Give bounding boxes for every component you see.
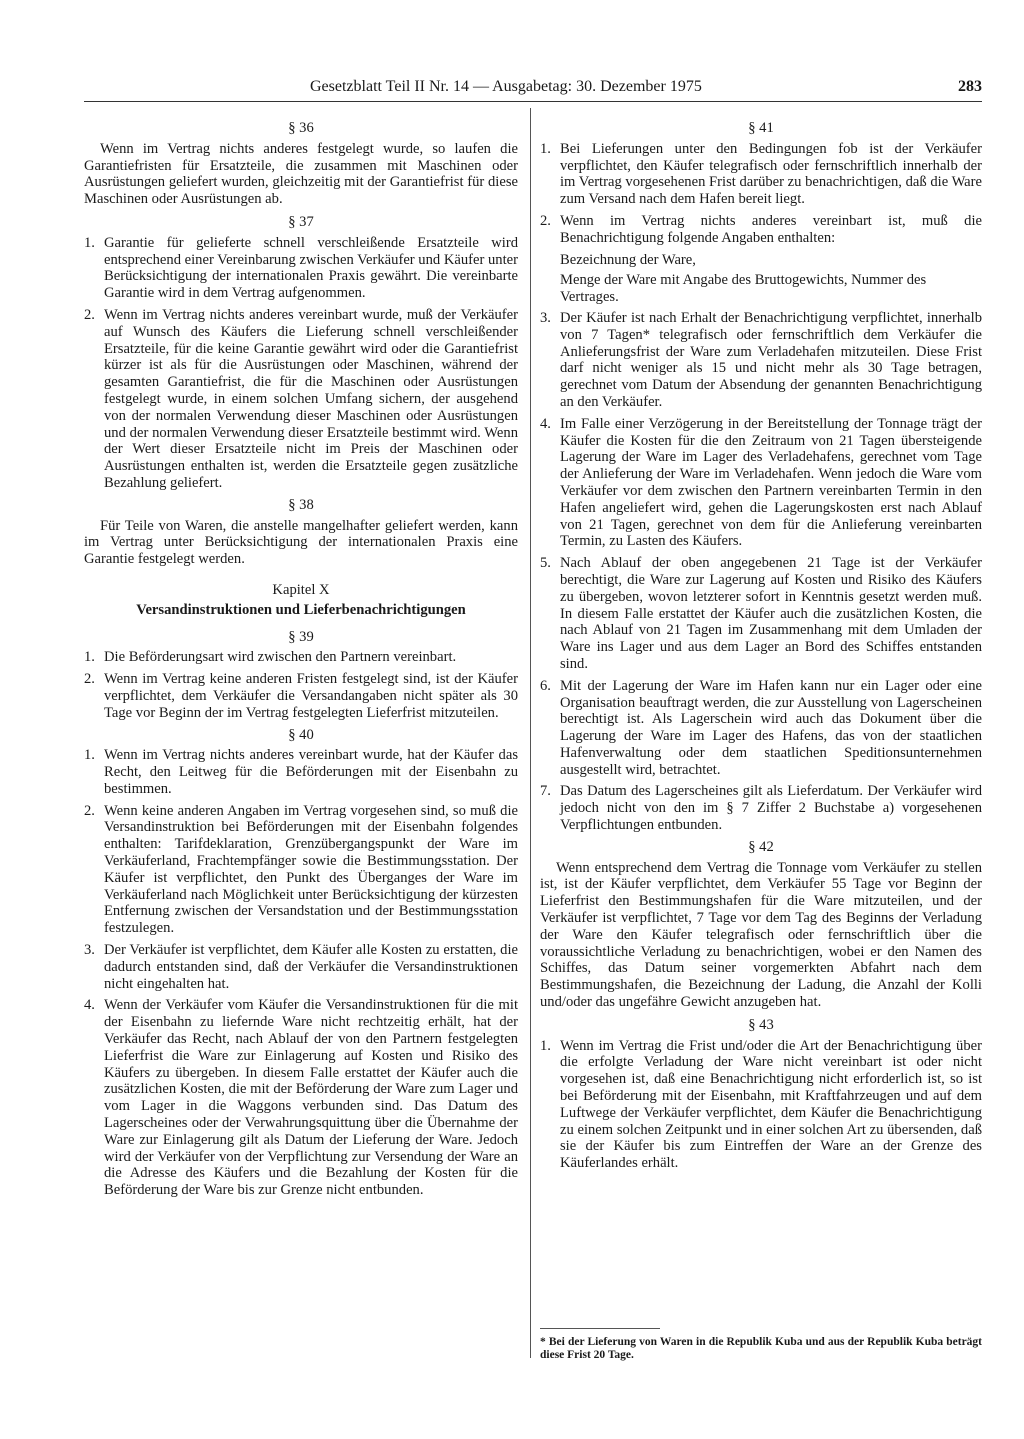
item-number: 2. xyxy=(84,671,95,688)
item-text: Im Falle einer Verzögerung in der Bereitstellung der Tonnage trägt der Käufer die Kosten für die den Zeitraum von 21 Tagen übersteigende Lagerung der Ware im Lager des Verladehafens, gerechnet vom Tage der Anlieferung der Ware im Verladehafen. Wenn jedoch die Ware vom Verkäufer vor dem zwischen den Partnern vereinbarten Termin in den Hafen angeliefert wird, gehen die Lagerungskosten erst nach Ablauf von 21 Tagen, gerechnet von dem für die Anlieferung vereinbarten Termin, zu Lasten des Käufers. xyxy=(560,415,982,550)
section-36-text: Wenn im Vertrag nichts anderes festgelegt wurde, so laufen die Garantiefristen für Ersatzteile, die zusammen mit Maschinen oder Ausrüstungen geliefert wurden, gleichzeitig mit der Garantiefrist für diese Maschinen oder Ausrüstungen ab. xyxy=(84,140,518,208)
chapter-title: Kapitel X xyxy=(272,581,330,598)
section-heading-39: § 39 xyxy=(288,628,314,645)
section-heading-40: § 40 xyxy=(288,726,314,743)
item-number: 4. xyxy=(84,997,95,1014)
section-heading-43: § 43 xyxy=(748,1016,774,1033)
list-item xyxy=(540,141,982,208)
item-number: 2. xyxy=(540,212,551,229)
list-item xyxy=(84,235,518,302)
item-number: 4. xyxy=(540,415,551,432)
footnote-rule xyxy=(540,1328,660,1329)
footnote: * Bei der Lieferung von Waren in die Republik Kuba und aus der Republik Kuba beträgt diese Frist 20 Tage. xyxy=(540,1336,982,1361)
item-number: 2. xyxy=(84,306,95,323)
section-38-text: Für Teile von Waren, die anstelle mangelhafter geliefert werden, kann im Vertrag unter Berücksichtigung der internationalen Praxis eine Garantie festgelegt werden. xyxy=(84,517,518,568)
list-item xyxy=(540,783,982,833)
list-item xyxy=(540,678,982,779)
page-number: 283 xyxy=(958,78,982,95)
list-item xyxy=(84,307,518,492)
list-item xyxy=(84,747,518,797)
list-item xyxy=(84,671,518,721)
section-heading-38: § 38 xyxy=(288,496,314,513)
item-number: 3. xyxy=(540,309,551,326)
list-item xyxy=(540,1038,982,1172)
item-text: Die Beförderungsart wird zwischen den Partnern vereinbart. xyxy=(104,649,457,666)
item-number: 5. xyxy=(540,555,551,572)
header-title: Gesetzblatt Teil II Nr. 14 — Ausgabetag: 30. Dezember 1975 xyxy=(310,78,702,95)
item-text: Der Käufer ist nach Erhalt der Benachrichtigung verpflichtet, innerhalb von 7 Tagen* telegrafisch oder fernschriftlich dem Verkäufer die Anlieferungsfrist der Ware zum Verladehafen mitzuteilen. Diese Frist darf nicht weniger als 15 und nicht mehr als 30 Tage betragen, gerechnet vom Datum der Absendung der genannten Benachrichtigung an den Verkäufer. xyxy=(560,309,982,410)
list-item xyxy=(84,942,518,992)
item-number: 1. xyxy=(84,747,95,764)
item-text: Das Datum des Lagerscheines gilt als Lieferdatum. Der Verkäufer wird jedoch nicht von den im § 7 Ziffer 2 Buchstabe a) vorgesehenen Verpflichtungen entbunden. xyxy=(560,783,982,834)
notification-line-1: Bezeichnung der Ware, xyxy=(560,251,696,268)
section-heading-41: § 41 xyxy=(748,120,774,136)
list-item xyxy=(540,310,982,411)
item-number: 6. xyxy=(540,677,551,694)
item-number: 1. xyxy=(84,234,95,251)
item-text: Garantie für gelieferte schnell verschleißende Ersatzteile wird entsprechend einer Vereinbarung zwischen Verkäufer und Käufer unter Berücksichtigung der internationalen Praxis gewährt. Die vereinbarte Garantie wird in dem Vertrag aufgenommen. xyxy=(104,234,518,302)
list-item xyxy=(540,555,982,673)
list-item xyxy=(84,649,518,666)
section-42-text: Wenn entsprechend dem Vertrag die Tonnage vom Verkäufer zu stellen ist, ist der Käufer verpflichtet, dem Verkäufer 55 Tage vor Beginn der Lieferfrist den Bestimmungshafen für die Ware mitzuteilen, und der Verkäufer ist verpflichtet, 7 Tage vor dem Tag des Beginns der Verladung der Ware den Käufer telegrafisch oder fernschriftlich über die voraussichtliche Verladung zu benachrichtigen, wobei er den Namen des Schiffes, das Datum seiner vorgemerkten Abfahrt nach dem Bestimmungshafen, die Bezeichnung der Ladung, die Anzahl der Kolli und/oder das ungefähre Gewicht anzugeben hat. xyxy=(540,859,982,1011)
section-heading-36: § 36 xyxy=(288,120,314,136)
item-text: Wenn im Vertrag keine anderen Fristen festgelegt sind, ist der Käufer verpflichtet, dem Verkäufer die Versandangaben nicht später als 30 Tage vor Beginn der im Vertrag festgelegten Lieferfrist mitzuteilen. xyxy=(104,671,518,721)
item-text: Wenn im Vertrag die Frist und/oder die Art der Benachrichtigung über die erfolgte Verladung der Ware nicht vereinbart ist oder nicht vorgesehen ist, daß eine Benachrichtigung nicht erforderlich ist, so ist bei Beförderung mit der Eisenbahn, mit Kraftfahrzeugen und auf dem Luftwege der Verkäufer verpflichtet, dem Käufer die Benachrichtigung zu einem solchen Zeitpunkt und in einer solchen Art zu übersenden, daß sie der Käufer bis zum Eintreffen der Ware an der Grenze des Käuferlandes erhält. xyxy=(560,1037,982,1172)
item-number: 3. xyxy=(84,942,95,959)
section-heading-42: § 42 xyxy=(748,838,774,855)
item-text: Nach Ablauf der oben angegebenen 21 Tage ist der Verkäufer berechtigt, die Ware zur Lagerung auf Kosten und Risiko des Käufers zu übergeben, wovon letzterer sofort in Kenntnis gesetzt werden muß. In diesem Falle erstattet der Käufer auch die zusätzlichen Kosten, die nach Ablauf von 21 Tagen im Zusammenhang mit dem Umladen der Ware ins Lager und aus dem Lager an Bord des Schiffes entstanden sind. xyxy=(560,555,982,672)
page-header xyxy=(84,78,982,102)
item-text: Wenn der Verkäufer vom Käufer die Versandinstruktionen für die mit der Eisenbahn zu liefernde Ware nicht rechtzeitig erhält, hat der Verkäufer das Recht, nach Ablauf der von den Partnern festgelegten Lieferfrist die Ware zur Einlagerung auf Kosten und Risiko des Käufers zu übergeben. In diesem Falle erstattet der Käufer auch die zusätzlichen Kosten, die mit der Beförderung der Ware zum Lager und vom Lager in die Waggons verbunden sind. Das Datum des Lagerscheines oder der Verwahrungsquittung über die Übernahme der Ware zur Einlagerung gilt als Datum der Lieferung der Ware. Jedoch wird der Verkäufer von der Verpflichtung zur Versendung der Ware an die Adresse des Käufers und die Bezahlung der Kosten für die Beförderung der Ware bis zur Grenze nicht entbunden. xyxy=(104,997,518,1199)
item-text: Wenn im Vertrag nichts anderes vereinbart wurde, hat der Käufer das Recht, den Leitweg für die Beförderungen mit der Eisenbahn zu bestimmen. xyxy=(104,747,518,797)
list-item xyxy=(540,213,982,247)
notification-line-2: Menge der Ware mit Angabe des Bruttogewichts, Nummer des Vertrages. xyxy=(560,272,927,306)
item-text: Bei Lieferungen unter den Bedingungen fob ist der Verkäufer verpflichtet, den Käufer telegrafisch oder fernschriftlich innerhalb der im Vertrag vorgesehenen Frist darüber zu benachrichtigen, daß die Ware zum Versand nach dem Hafen bereit liegt. xyxy=(560,140,982,208)
item-text: Wenn im Vertrag nichts anderes vereinbart wurde, muß der Verkäufer auf Wunsch des Käufers die Lieferung schnell verschleißender Ersatzteile, für die keine Garantie gewährt wird oder die Garantiefrist kürzer ist als für die Ausrüstungen oder Maschinen, während der gesamten Garantiefrist, die für die Maschinen oder Ausrüstungen festgelegt wurde, in einem solchen Umfang sichern, der ausgehend von der normalen Verwendung dieser Maschinen oder Ausrüstungen und der normalen Verwendung dieser Ersatzteile bestimmt wird. Wenn der Wert dieser Ersatzteile nicht im Preis der Maschinen oder Ausrüstungen enthalten ist, werden die Ersatzteile gegen zusätzliche Bezahlung geliefert. xyxy=(104,306,518,491)
column-divider xyxy=(530,108,531,1358)
right-column xyxy=(540,118,982,1177)
item-number: 2. xyxy=(84,802,95,819)
item-text: Der Verkäufer ist verpflichtet, dem Käufer alle Kosten zu erstatten, die dadurch entstanden sind, daß der Verkäufer die Versandinstruktionen nicht eingehalten hat. xyxy=(104,942,518,992)
header-rule xyxy=(84,101,982,102)
item-number: 1. xyxy=(540,140,551,157)
section-heading-37: § 37 xyxy=(288,213,314,230)
list-item xyxy=(84,997,518,1199)
item-number: 1. xyxy=(540,1037,551,1054)
list-item xyxy=(84,803,518,937)
item-number: 1. xyxy=(84,649,95,666)
chapter-subtitle: Versandinstruktionen und Lieferbenachrichtigungen xyxy=(136,601,466,618)
list-item xyxy=(540,416,982,550)
item-number: 7. xyxy=(540,783,551,800)
item-text: Wenn im Vertrag nichts anderes vereinbart ist, muß die Benachrichtigung folgende Angaben enthalten: xyxy=(560,212,982,246)
left-column xyxy=(84,118,518,1204)
item-text: Mit der Lagerung der Ware im Hafen kann nur ein Lager oder eine Organisation beauftragt werden, die zur Ausstellung von Lagerscheinen berechtigt ist. Als Lagerschein wird auch das Dokument über die Lagerung der Ware im Lager des Hafens, das von der staatlichen Hafenverwaltung oder dem staatlichen Speditionsunternehmen ausgestellt wird, betrachtet. xyxy=(560,677,982,778)
item-text: Wenn keine anderen Angaben im Vertrag vorgesehen sind, so muß die Versandinstruktion bei Beförderungen mit der Eisenbahn folgendes enthalten: Tarifdeklaration, Grenzübergangspunkt der Ware im Verkäuferland, Frachtempfänger sowie die Bestimmungsstation. Der Käufer ist verpflichtet, den Punkt des Überganges der Ware im Verkäuferland nach Möglichkeit unter Berücksichtigung der kürzesten Entfernung zwischen der Versandstation und der Bestimmungsstation festzulegen. xyxy=(104,802,518,937)
